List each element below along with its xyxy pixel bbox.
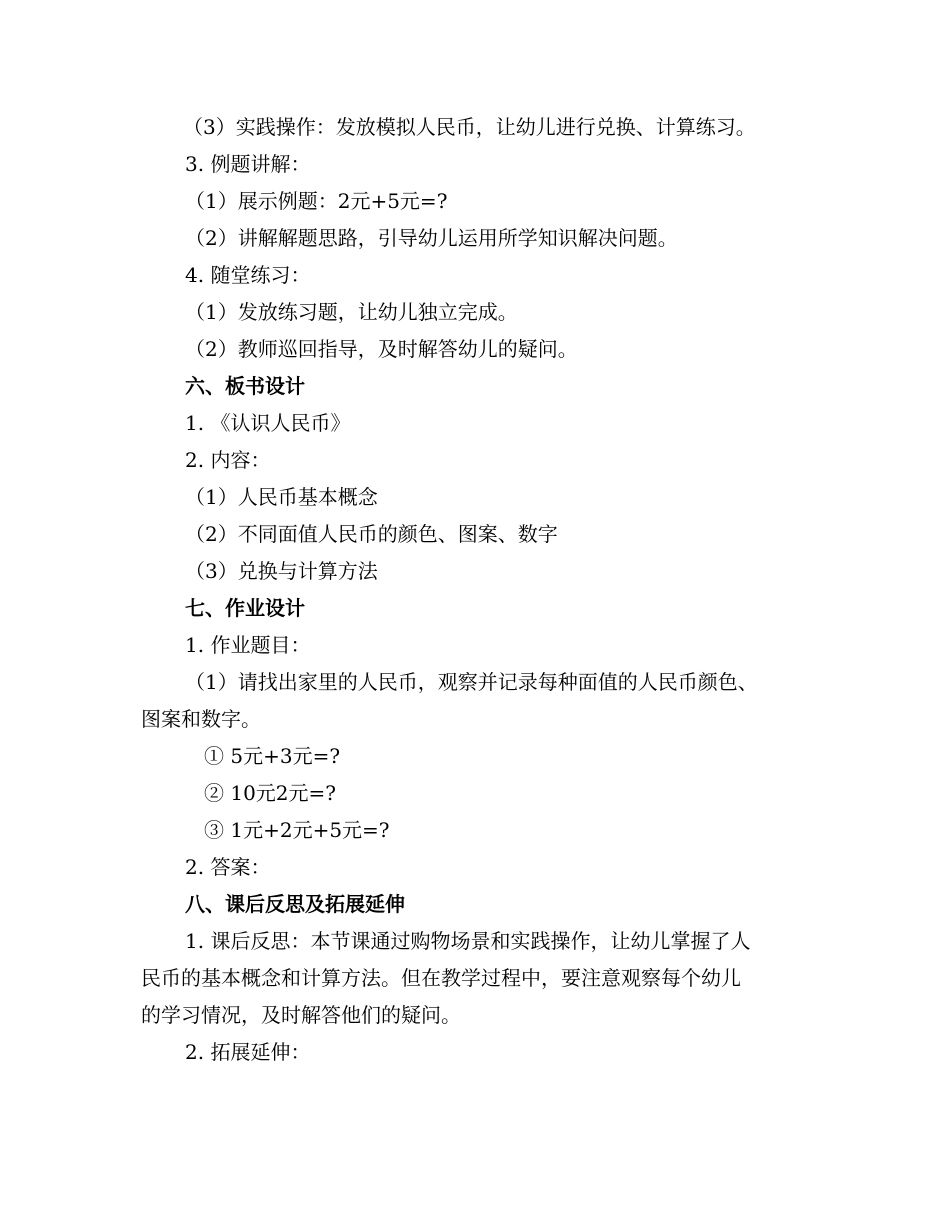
text-line-homework-task-continued: 图案和数字。 (141, 707, 261, 731)
text-line-answers: 2. 答案： (185, 855, 271, 879)
text-line-lesson-title: 1. 《认识人民币》 (185, 411, 351, 435)
text-line-reflection-2: 民币的基本概念和计算方法。但在教学过程中，要注意观察每个幼儿 (141, 966, 741, 990)
text-line-example-show: （1）展示例题：2元+5元=? (185, 189, 448, 213)
section-heading-blackboard-design: 六、板书设计 (185, 374, 305, 398)
text-line-problem-3: ③ 1元+2元+5元=? (204, 818, 390, 842)
text-line-example-explanation: 3. 例题讲解： (185, 152, 311, 176)
text-line-reflection-1: 1. 课后反思：本节课通过购物场景和实践操作，让幼儿掌握了人 (185, 929, 751, 953)
text-line-homework-topics: 1. 作业题目： (185, 633, 311, 657)
text-line-class-practice: 4. 随堂练习： (185, 263, 311, 287)
text-line-content-label: 2. 内容： (185, 448, 271, 472)
section-heading-reflection: 八、课后反思及拓展延伸 (185, 892, 405, 916)
text-line-practice-operation: （3）实践操作：发放模拟人民币，让幼儿进行兑换、计算练习。 (183, 115, 756, 139)
text-line-distribute-exercises: （1）发放练习题，让幼儿独立完成。 (185, 300, 518, 324)
text-line-denominations: （2）不同面值人民币的颜色、图案、数字 (185, 522, 558, 546)
text-line-problem-2: ② 10元2元=? (204, 781, 337, 805)
text-line-extension: 2. 拓展延伸： (185, 1040, 311, 1064)
text-line-homework-task: （1）请找出家里的人民币，观察并记录每种面值的人民币颜色、 (185, 670, 758, 694)
text-line-basic-concept: （1）人民币基本概念 (185, 485, 378, 509)
text-line-exchange-methods: （3）兑换与计算方法 (185, 559, 378, 583)
text-line-teacher-guidance: （2）教师巡回指导，及时解答幼儿的疑问。 (185, 337, 578, 361)
text-line-explain-thinking: （2）讲解解题思路，引导幼儿运用所学知识解决问题。 (185, 226, 678, 250)
section-heading-homework-design: 七、作业设计 (185, 596, 305, 620)
text-line-problem-1: ① 5元+3元=? (204, 744, 341, 768)
text-line-reflection-3: 的学习情况，及时解答他们的疑问。 (141, 1003, 461, 1027)
